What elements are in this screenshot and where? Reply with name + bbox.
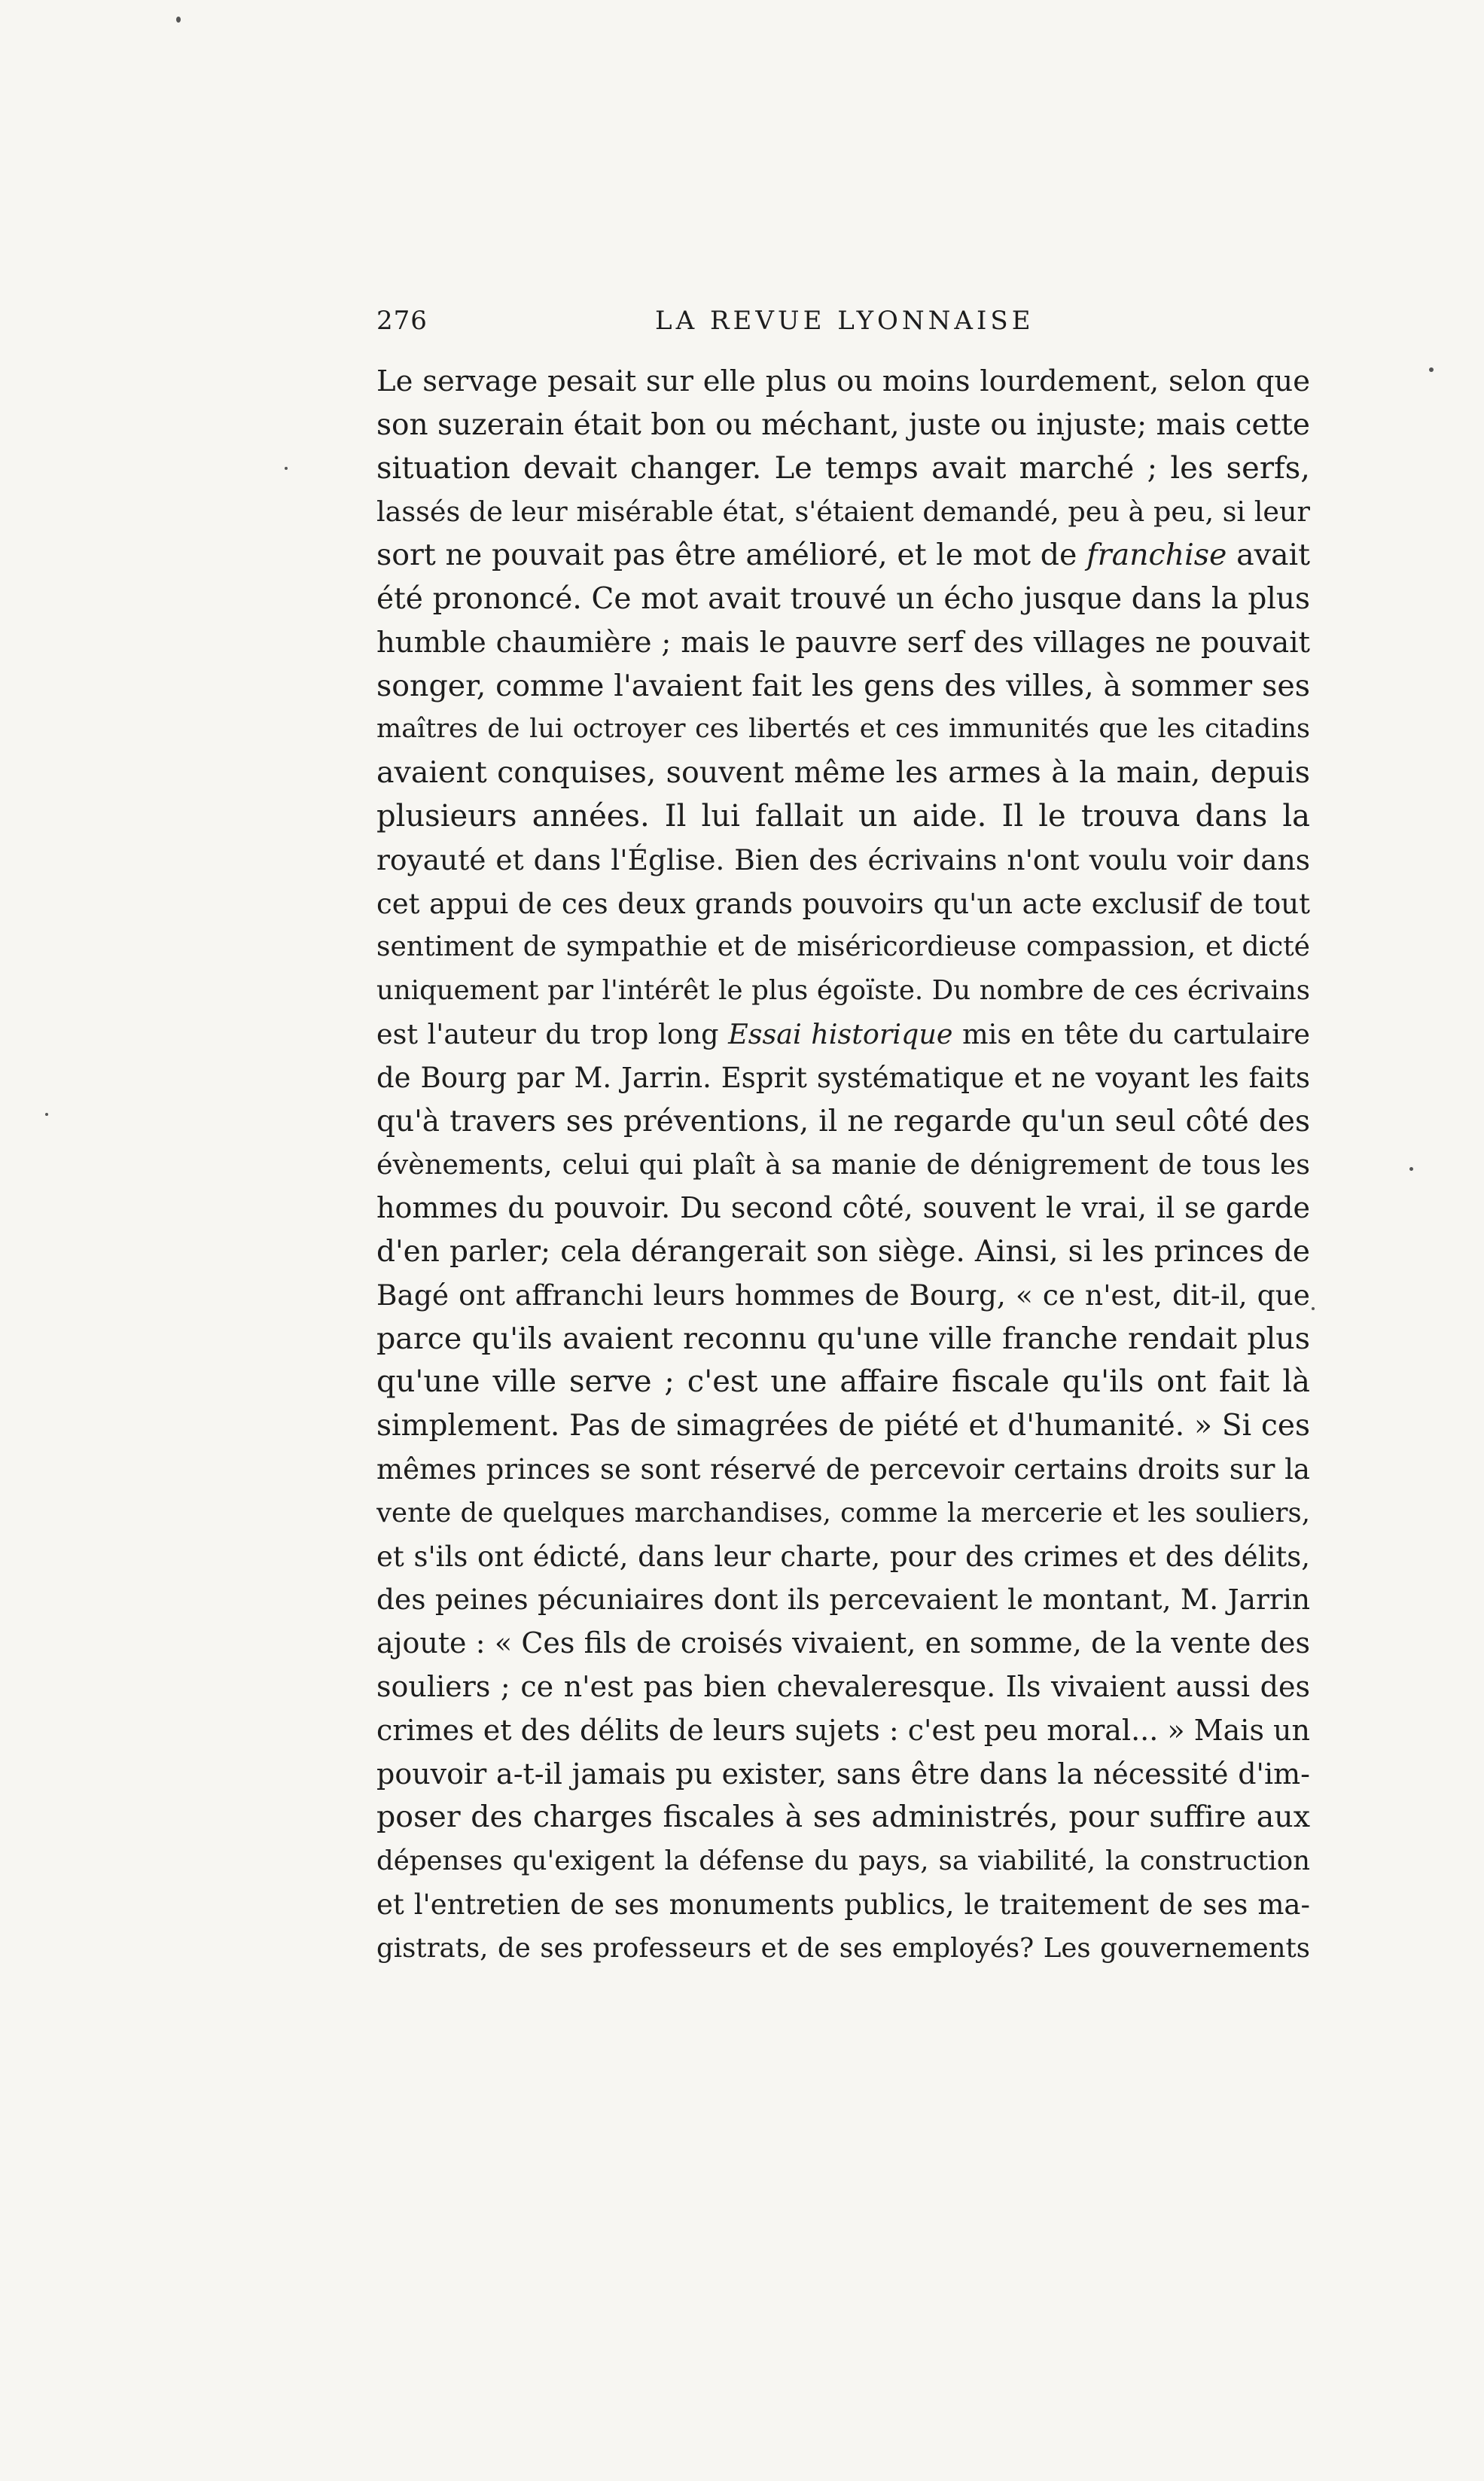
text-line: qu'une ville serve ; c'est une affaire fiscale qu'ils ont fait là bbox=[376, 1364, 1310, 1400]
text-line: avaient conquises, souvent même les armes à la main, depuis bbox=[376, 755, 1310, 791]
text-line: sentiment de sympathie et de miséricordieuse compassion, et dicté bbox=[376, 931, 1310, 963]
text-segment: avait bbox=[1227, 538, 1310, 573]
italic-title: Essai historique bbox=[728, 1017, 953, 1050]
text-line: souliers ; ce n'est pas bien chevaleresque. Ils vivaient aussi des bbox=[376, 1669, 1310, 1703]
text-line: et s'ils ont édicté, dans leur charte, pour des crimes et des délits, bbox=[376, 1540, 1310, 1573]
italic-title: franchise bbox=[1086, 538, 1227, 573]
text-line: évènements, celui qui plaît à sa manie de dénigrement de tous les bbox=[376, 1148, 1310, 1181]
text-line: des peines pécuniaires dont ils percevaient le montant, M. Jarrin bbox=[376, 1583, 1310, 1617]
text-line: uniquement par l'intérêt le plus égoïste. Du nombre de ces écrivains bbox=[376, 975, 1310, 1007]
running-title: LA REVUE LYONNAISE bbox=[655, 306, 1035, 336]
text-segment: est l'auteur du trop long bbox=[376, 1017, 729, 1050]
print-speck bbox=[176, 17, 181, 23]
text-line: et l'entretien de ses monuments publics, le traitement de ses ma- bbox=[376, 1888, 1310, 1921]
text-line: royauté et dans l'Église. Bien des écrivains n'ont voulu voir dans bbox=[376, 843, 1310, 876]
text-segment: mis en tête du cartulaire bbox=[952, 1017, 1310, 1050]
print-speck bbox=[1429, 367, 1434, 372]
text-line: Le servage pesait sur elle plus ou moins lourdement, selon que bbox=[376, 364, 1310, 398]
text-line: pouvoir a-t-il jamais pu exister, sans être dans la nécessité d'im- bbox=[376, 1757, 1310, 1791]
text-line: simplement. Pas de simagrées de piété et d'humanité. » Si ces bbox=[376, 1409, 1310, 1443]
print-speck bbox=[1312, 1307, 1315, 1310]
page-number: 276 bbox=[376, 306, 428, 336]
text-line: lassés de leur misérable état, s'étaient demandé, peu à peu, si leur bbox=[376, 495, 1310, 529]
text-line: son suzerain était bon ou méchant, juste ou injuste; mais cette bbox=[376, 407, 1310, 442]
running-head bbox=[376, 306, 1310, 351]
text-line: maîtres de lui octroyer ces libertés et ces immunités que les citadins bbox=[376, 714, 1310, 745]
text-line: humble chaumière ; mais le pauvre serf des villages ne pouvait bbox=[376, 625, 1310, 660]
print-speck bbox=[285, 467, 288, 470]
text-line bbox=[376, 1013, 1310, 1056]
text-line: gistrats, de ses professeurs et de ses employés? Les gouvernements bbox=[376, 1932, 1310, 1964]
text-line: d'en parler; cela dérangerait son siège. Ainsi, si les princes de bbox=[376, 1234, 1310, 1269]
text-line: dépenses qu'exigent la défense du pays, sa viabilité, la construction bbox=[376, 1846, 1310, 1877]
text-line: de Bourg par M. Jarrin. Esprit systématique et ne voyant les faits bbox=[376, 1061, 1310, 1094]
text-line: mêmes princes se sont réservé de percevoir certains droits sur la bbox=[376, 1452, 1310, 1486]
text-line: été prononcé. Ce mot avait trouvé un écho jusque dans la plus bbox=[376, 581, 1310, 616]
text-line: songer, comme l'avaient fait les gens des villes, à sommer ses bbox=[376, 668, 1310, 703]
text-line: parce qu'ils avaient reconnu qu'une ville franche rendait plus bbox=[376, 1321, 1310, 1356]
text-line: crimes et des délits de leurs sujets : c'est peu moral... » Mais un bbox=[376, 1713, 1310, 1747]
text-line: ajoute : « Ces fils de croisés vivaient, en somme, de la vente des bbox=[376, 1626, 1310, 1660]
text-line: hommes du pouvoir. Du second côté, souvent le vrai, il se garde bbox=[376, 1191, 1310, 1225]
text-line: poser des charges fiscales à ses administrés, pour suffire aux bbox=[376, 1800, 1310, 1835]
text-line bbox=[376, 534, 1310, 578]
body-text bbox=[376, 360, 1310, 1970]
text-line: plusieurs années. Il lui fallait un aide. Il le trouva dans la bbox=[376, 798, 1310, 834]
print-speck bbox=[1409, 1167, 1413, 1171]
print-speck bbox=[45, 1113, 48, 1116]
text-line: cet appui de ces deux grands pouvoirs qu'un acte exclusif de tout bbox=[376, 887, 1310, 920]
text-line: Bagé ont affranchi leurs hommes de Bourg, « ce n'est, dit-il, que bbox=[376, 1278, 1310, 1312]
text-line: qu'à travers ses préventions, il ne regarde qu'un seul côté des bbox=[376, 1104, 1310, 1138]
text-segment: sort ne pouvait pas être amélioré, et le mot de bbox=[376, 538, 1087, 573]
text-line: situation devait changer. Le temps avait marché ; les serfs, bbox=[376, 450, 1310, 486]
text-line: vente de quelques marchandises, comme la mercerie et les souliers, bbox=[376, 1497, 1310, 1529]
